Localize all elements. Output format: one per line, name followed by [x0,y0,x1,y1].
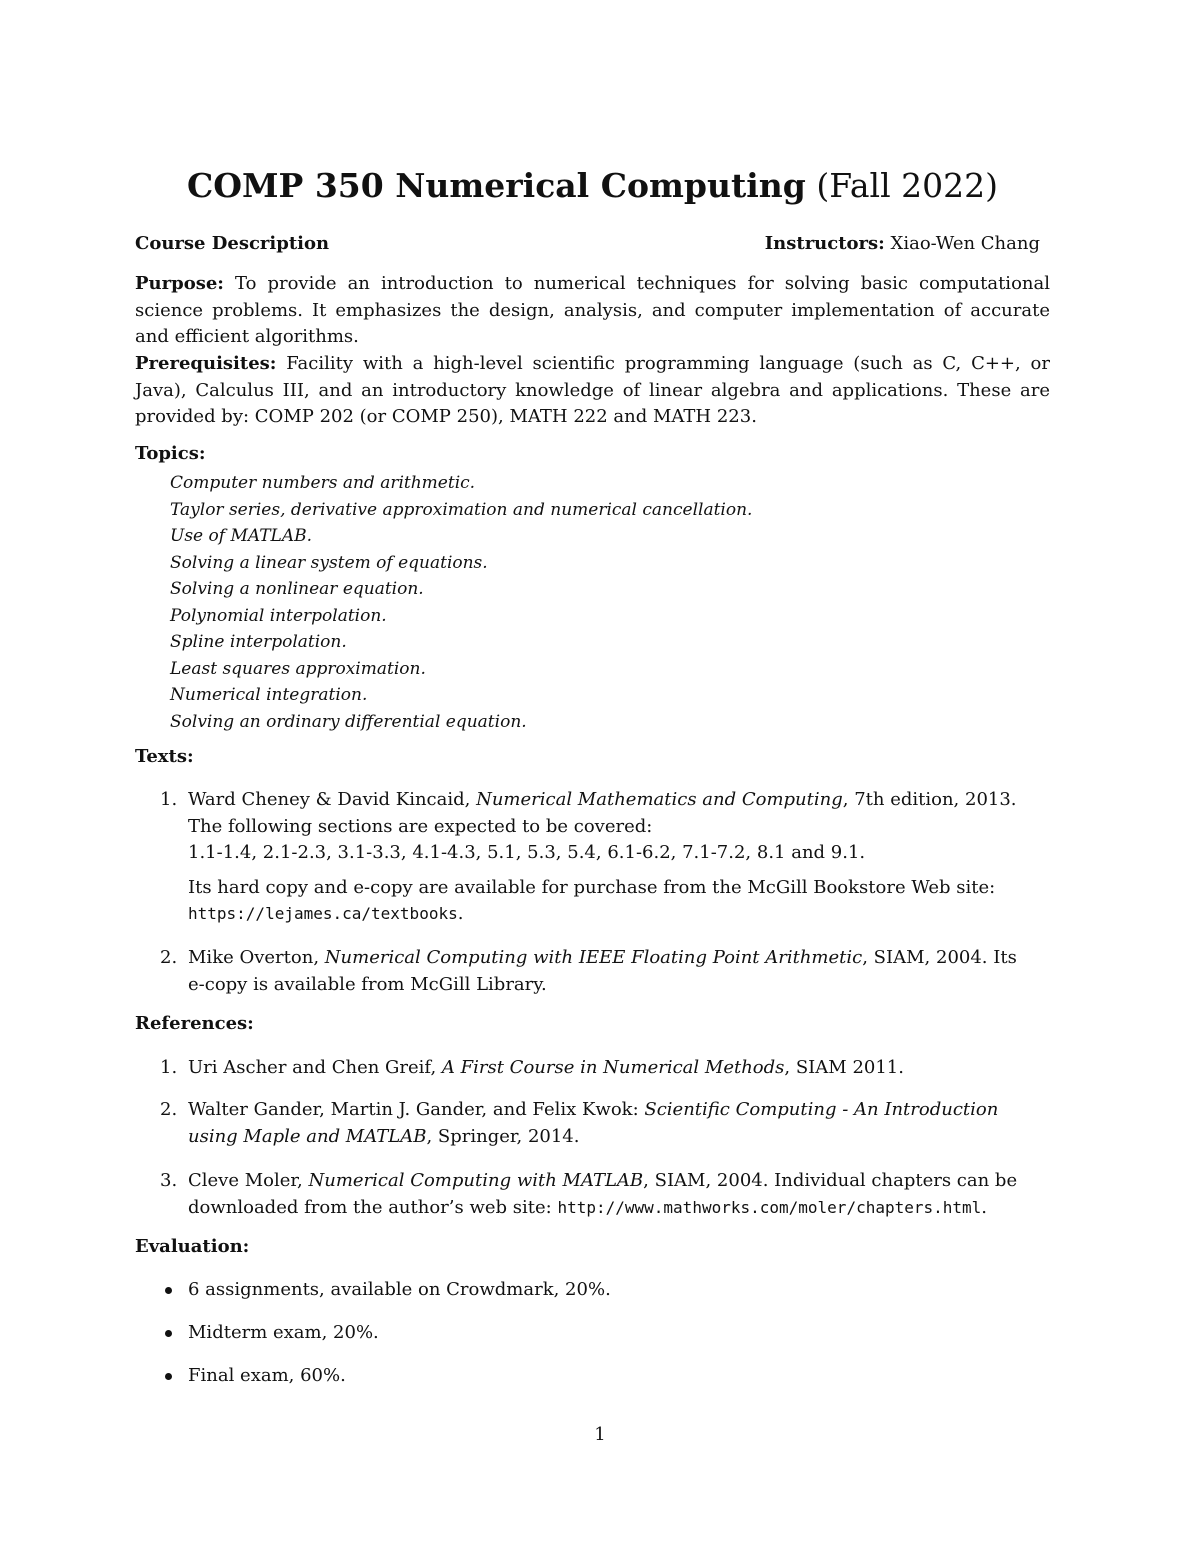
prerequisites-text: Facility with a high-level scientific programming language (such as C, C++, or Java), Calculus III, and an introductory knowledge of linear algebra and applications. These are provided by: COMP 202 (or COMP 250), MATH 222 and MATH 223. [135,353,1050,427]
authors: Mike Overton, [188,947,320,968]
item-body [188,1097,1050,1150]
book-details: , SIAM 2011. [784,1057,904,1078]
topic-item: Numerical integration. [170,685,368,705]
purchase-note: Its hard copy and e-copy are available for purchase from the McGill Bookstore Web site: [188,876,996,898]
authors: Walter Gander, Martin J. Gander, and Felix Kwok: [188,1099,639,1120]
item-number: 3. [160,1170,178,1191]
item-body [188,1168,1050,1221]
topic-item: Solving a nonlinear equation. [170,579,424,599]
item-body [188,945,1050,998]
references-heading: References: [135,1013,254,1034]
authors: Uri Ascher and Chen Greif, [188,1057,437,1078]
item-body [188,1055,1050,1082]
book-details: , SIAM, 2004. Its [862,947,1017,968]
link-period: . [457,903,464,924]
evaluation-text: Final exam, 60%. [188,1365,346,1386]
bookstore-link[interactable]: https://lejames.ca/textbooks [188,904,458,923]
purpose-label: Purpose: [135,273,224,294]
item-number: 1. [160,789,178,810]
instructors-label: Instructors: [764,233,885,254]
item-body [188,787,1050,928]
availability-note: e-copy is available from McGill Library. [188,973,547,995]
authors: Cleve Moler, [188,1170,303,1191]
book-title: Numerical Mathematics and Computing [476,789,843,810]
book-title-cont: using Maple and MATLAB [188,1125,427,1147]
topic-item: Use of MATLAB. [170,526,313,546]
instructors [765,233,1040,254]
title-term: (Fall 2022) [816,166,998,205]
book-title: Numerical Computing with MATLAB [308,1170,644,1191]
book-title: Scientific Computing - An Introduction [644,1099,999,1120]
purpose-text: To provide an introduction to numerical techniques for solving basic computational science problems. It emphasizes the design, analysis, and computer implementation of accurate and efficient algorithms. [135,273,1050,347]
book-title: A First Course in Numerical Methods [441,1057,785,1078]
page-number: 1 [594,1424,606,1445]
coverage-sections: 1.1-1.4, 2.1-2.3, 3.1-3.3, 4.1-4.3, 5.1, 5.3, 5.4, 6.1-6.2, 7.1-7.2, 8.1 and 9.1. [188,842,866,863]
evaluation-heading: Evaluation: [135,1236,250,1257]
item-number: 2. [160,1099,178,1120]
instructors-value: Xiao-Wen Chang [890,233,1040,254]
evaluation-text: 6 assignments, available on Crowdmark, 20%. [188,1279,611,1300]
topics-list [170,470,752,735]
course-description-label: Course Description [135,233,330,254]
link-period: . [981,1196,988,1218]
topic-item: Polynomial interpolation. [170,605,387,626]
prerequisites-paragraph [135,351,1050,431]
bullet-icon [165,1373,172,1380]
bullet-icon [165,1287,172,1294]
book-title: Numerical Computing with IEEE Floating Point Arithmetic [324,947,863,968]
topics-heading: Topics: [135,443,206,464]
topic-item: Solving an ordinary differential equation. [170,711,527,732]
purpose-paragraph [135,271,1050,351]
texts-heading: Texts: [135,746,194,767]
mathworks-link[interactable]: http://www.mathworks.com/moler/chapters.html [557,1197,982,1217]
prerequisites-label: Prerequisites: [135,353,277,374]
topic-item: Least squares approximation. [170,658,426,679]
header-row [135,233,1050,259]
document-title [135,166,1050,206]
topic-item: Taylor series, derivative approximation and numerical cancellation. [170,499,753,520]
topic-item: Solving a linear system of equations. [170,552,488,573]
book-details: , 7th edition, 2013. [842,789,1017,810]
bullet-icon [165,1330,172,1337]
item-number: 2. [160,947,178,968]
evaluation-text: Midterm exam, 20%. [188,1322,379,1343]
topic-item: Computer numbers and arithmetic. [170,473,476,493]
authors: Ward Cheney & David Kincaid, [188,789,471,810]
book-details: , Springer, 2014. [426,1125,580,1147]
coverage-note: The following sections are expected to be covered: [188,815,653,837]
book-details: , SIAM, 2004. Individual chapters can be [643,1170,1018,1191]
website-note: downloaded from the author’s web site: [188,1196,552,1218]
item-number: 1. [160,1057,178,1078]
topic-item: Spline interpolation. [170,632,347,652]
title-bold: COMP 350 Numerical Computing [187,166,806,205]
